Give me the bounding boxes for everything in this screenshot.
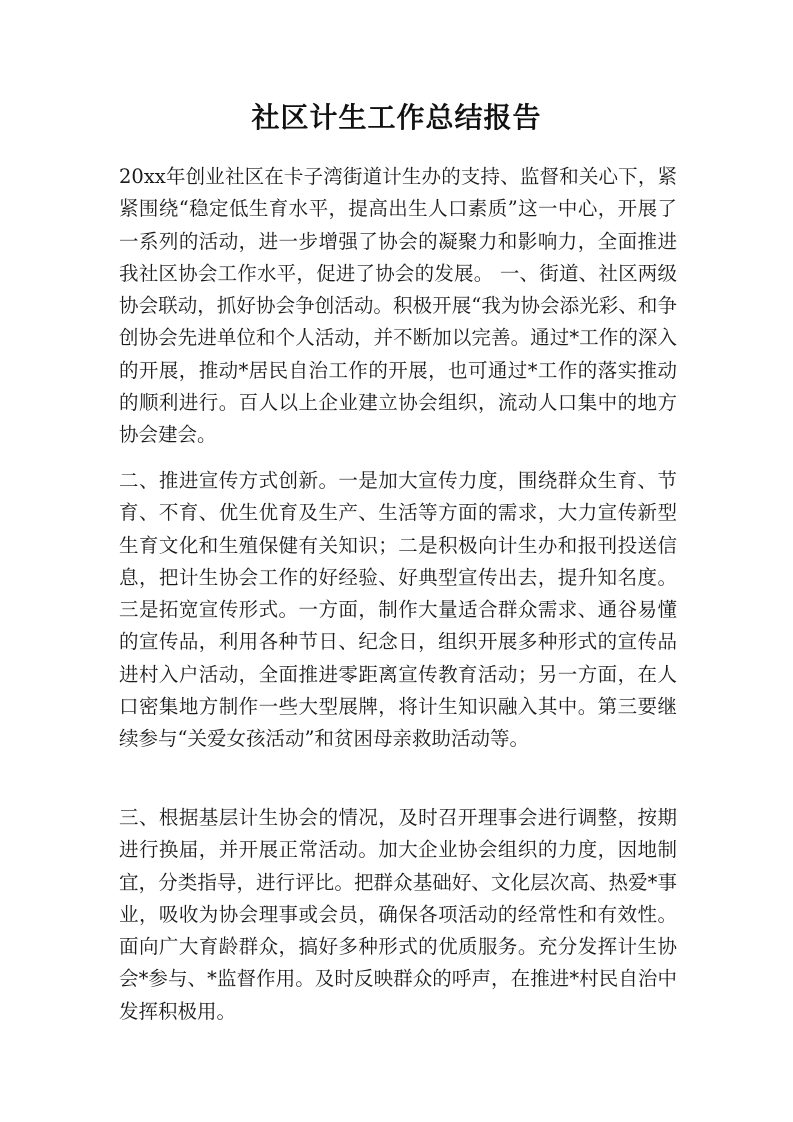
- paragraph-publicity: 二、推进宣传方式创新。一是加大宣传力度，围绕群众生育、节育、不育、优生优育及生产、生活等方面的需求，大力宣传新型生育文化和生殖保健有关知识；二是积极向计生办和报刊投送信息，把计生协会工作的好经验、好典型宣传出去，提升知名度。三是拓宽宣传形式。一方面，制作大量适合群众需求、通谷易懂的宣传品，利用各种节日、纪念日，组织开展多种形式的宣传品进村入户活动，全面推进零距离宣传教育活动；另一方面，在人口密集地方制作一些大型展牌，将计生知识融入其中。第三要继续参与“关爱女孩活动”和贫困母亲救助活动等。: [119, 469, 677, 751]
- paragraph-intro: 20xx年创业社区在卡子湾街道计生办的支持、监督和关心下，紧紧围绕“稳定低生育水平，提高出生人口素质”这一中心，开展了一系列的活动，进一步增强了协会的凝聚力和影响力，全面推进我社区协会工作水平，促进了协会的发展。 一、街道、社区两级协会联动，抓好协会争创活动。积极开展“我为协会添光彩、和争创协会先进单位和个人活动，并不断加以完善。通过*工作的深入的开展，推动*居民自治工作的开展，也可通过*工作的落实推动的顺利进行。百人以上企业建立协会组织，流动人口集中的地方协会建会。: [119, 165, 677, 447]
- document-title: 社区计生工作总结报告: [251, 101, 542, 134]
- paragraph-grassroots: 三、根据基层计生协会的情况，及时召开理事会进行调整，按期进行换届，并开展正常活动。加大企业协会组织的力度，因地制宜，分类指导，进行评比。把群众基础好、文化层次高、热爱*事业，吸收为协会理事或会员，确保各项活动的经常性和有效性。面向广大育龄群众，搞好多种形式的优质服务。充分发挥计生协会*参与、*监督作用。及时反映群众的呼声，在推进*村民自治中发挥积极用。: [119, 806, 677, 1023]
